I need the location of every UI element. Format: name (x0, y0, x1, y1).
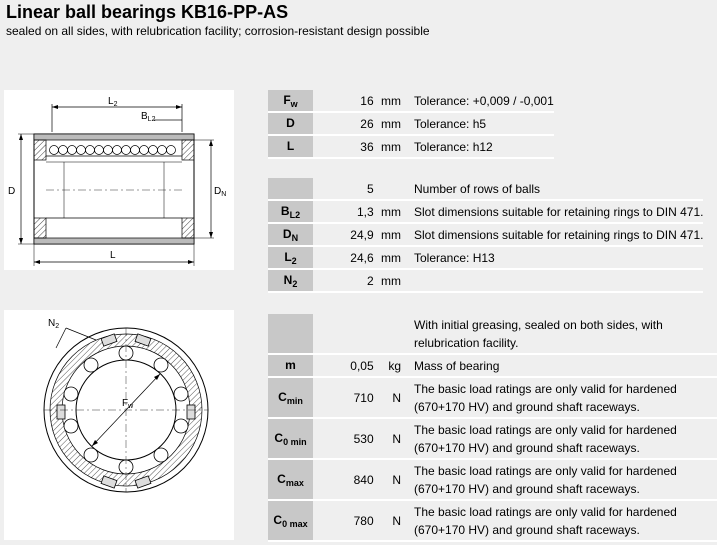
label-bl2: $B_{L2}$ (141, 111, 156, 123)
description-cell: Number of rows of balls (405, 178, 703, 200)
description-cell: The basic load ratings are only valid for hardened (670+170 HV) and ground shaft raceways. (405, 500, 717, 541)
symbol-cell (268, 178, 313, 200)
mounting-dimensions-table (268, 178, 703, 293)
value-cell: 840 N (313, 459, 405, 500)
symbol-cell: $F_w$ (268, 90, 313, 112)
value-cell: 0,05 kg (313, 354, 405, 377)
value-cell: 36 mm (313, 135, 405, 158)
bearing-section-drawing (4, 90, 234, 270)
symbol-cell: L (268, 135, 313, 158)
label-fw: $F_w$ (122, 398, 134, 410)
label-l: L (110, 250, 116, 261)
description-cell: Slot dimensions suitable for retaining rings to DIN 471. (405, 200, 703, 223)
value-cell: 24,9 mm (313, 223, 405, 246)
description-cell: Tolerance: h5 (405, 112, 554, 135)
value-cell: 780 N (313, 500, 405, 541)
table-row (268, 223, 703, 246)
description-cell: The basic load ratings are only valid for hardened (670+170 HV) and ground shaft raceways. (405, 418, 717, 459)
label-l2: $L_2$ (108, 96, 118, 108)
description-cell: The basic load ratings are only valid for hardened (670+170 HV) and ground shaft raceways. (405, 377, 717, 418)
value-cell: 16 mm (313, 90, 405, 112)
symbol-cell: $C_{min}$ (268, 377, 313, 418)
table-row (268, 459, 717, 500)
table-row (268, 418, 717, 459)
label-d: D (8, 186, 16, 197)
value-cell: 26 mm (313, 112, 405, 135)
bearing-cross-section-drawing (4, 310, 234, 540)
value-cell: 2 mm (313, 269, 405, 292)
section-svg (4, 90, 234, 270)
description-cell: With initial greasing, sealed on both sides, with relubrication facility. (405, 314, 717, 354)
description-cell: Slot dimensions suitable for retaining rings to DIN 471. (405, 223, 703, 246)
value-cell: 5 (313, 178, 405, 200)
table-row (268, 112, 554, 135)
cross-section-svg (4, 310, 234, 540)
load-ratings-table (268, 314, 717, 542)
description-cell: The basic load ratings are only valid for hardened (670+170 HV) and ground shaft raceways. (405, 459, 717, 500)
description-cell: Tolerance: h12 (405, 135, 554, 158)
symbol-cell: $D_N$ (268, 223, 313, 246)
table-row (268, 178, 703, 200)
symbol-cell (268, 314, 313, 354)
page-subtitle: sealed on all sides, with relubrication facility; corrosion-resistant design possible (6, 24, 430, 38)
label-dn: $D_N$ (214, 186, 227, 198)
table-row (268, 269, 703, 292)
table-row (268, 354, 717, 377)
table-row (268, 377, 717, 418)
value-cell: 710 N (313, 377, 405, 418)
value-cell: 24,6 mm (313, 246, 405, 269)
main-dimensions-table (268, 90, 554, 159)
table-row (268, 90, 554, 112)
value-cell: 530 N (313, 418, 405, 459)
table-row (268, 200, 703, 223)
symbol-cell: $C_{max}$ (268, 459, 313, 500)
table-row (268, 135, 554, 158)
symbol-cell: $N_2$ (268, 269, 313, 292)
symbol-cell: $C_{0 max}$ (268, 500, 313, 541)
value-cell (313, 314, 405, 354)
description-cell: Tolerance: +0,009 / -0,001 (405, 90, 554, 112)
page-title: Linear ball bearings KB16-PP-AS (6, 2, 289, 22)
description-cell: Tolerance: H13 (405, 246, 703, 269)
table-row (268, 246, 703, 269)
description-cell (405, 269, 703, 292)
value-cell: 1,3 mm (313, 200, 405, 223)
table-row (268, 500, 717, 541)
symbol-cell: D (268, 112, 313, 135)
symbol-cell: $L_2$ (268, 246, 313, 269)
symbol-cell: $C_{0 min}$ (268, 418, 313, 459)
label-n2: $N_2$ (48, 318, 60, 330)
symbol-cell: $B_{L2}$ (268, 200, 313, 223)
description-cell: Mass of bearing (405, 354, 717, 377)
table-row (268, 314, 717, 354)
symbol-cell: m (268, 354, 313, 377)
